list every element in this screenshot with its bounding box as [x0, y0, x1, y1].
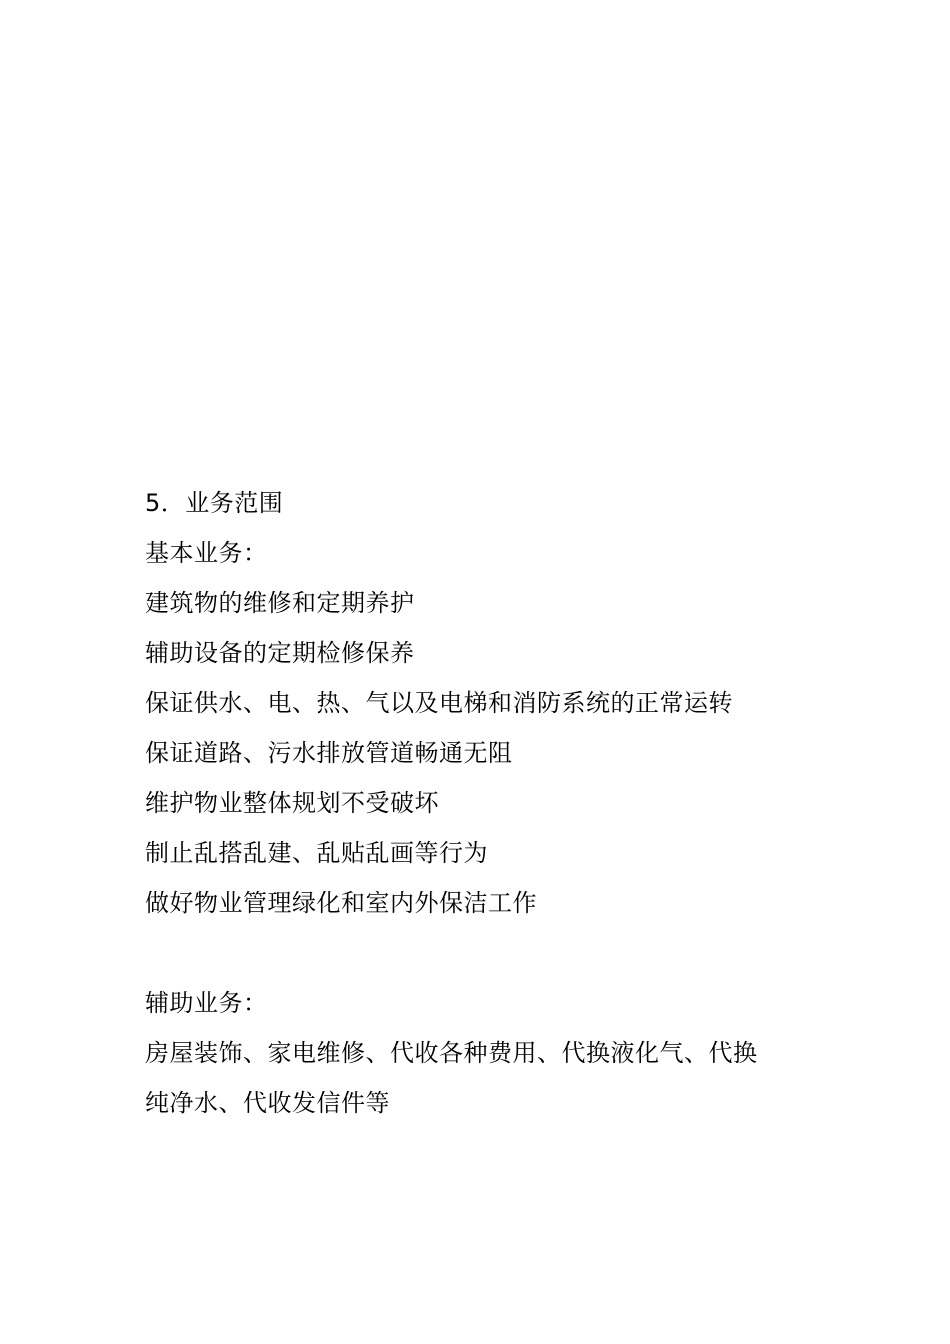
section-heading: 5．业务范围: [145, 489, 284, 517]
basic-business-item: 建筑物的维修和定期养护: [145, 589, 415, 617]
basic-business-item: 做好物业管理绿化和室内外保洁工作: [145, 889, 537, 917]
business-scope-section: [145, 478, 825, 1128]
auxiliary-business-title: 辅助业务：: [145, 989, 268, 1017]
auxiliary-business-text-line: 纯净水、代收发信件等: [145, 1089, 390, 1117]
paragraph-spacer: [145, 928, 825, 978]
basic-business-item: 辅助设备的定期检修保养: [145, 639, 415, 667]
basic-business-item: 保证供水、电、热、气以及电梯和消防系统的正常运转: [145, 689, 733, 717]
basic-business-item: 保证道路、污水排放管道畅通无阻: [145, 739, 513, 767]
basic-business-item: 制止乱搭乱建、乱贴乱画等行为: [145, 839, 488, 867]
basic-business-item: 维护物业整体规划不受破坏: [145, 789, 439, 817]
auxiliary-business-text-line: 房屋装饰、家电维修、代收各种费用、代换液化气、代换: [145, 1039, 758, 1067]
basic-business-title: 基本业务：: [145, 539, 268, 567]
